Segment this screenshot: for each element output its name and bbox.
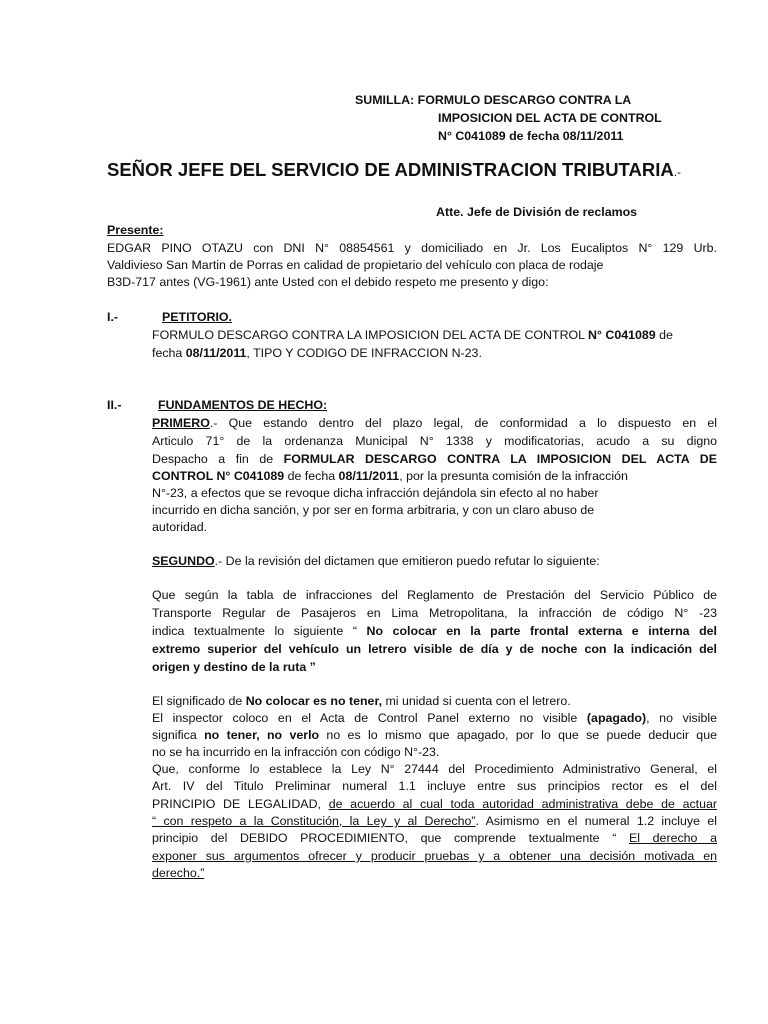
primero-line-6: incurrido en dicha sanción, y por ser en forma arbitraria, y con un claro abuso de bbox=[152, 503, 595, 517]
petitorio-text-d: fecha bbox=[152, 346, 186, 360]
significado-line bbox=[152, 693, 571, 711]
sumilla-line-2: IMPOSICION DEL ACTA DE CONTROL bbox=[438, 111, 662, 125]
significado-text-a: El significado de bbox=[152, 694, 246, 708]
primero-text-4d: , por la presunta comisión de la infracción bbox=[399, 469, 628, 483]
ley-text-4b: . Asimismo en el numeral 1.2 incluye el bbox=[475, 814, 717, 828]
inspector-text-2a: significa bbox=[152, 728, 205, 742]
primero-text-1: .- Que estando dentro del plazo legal, de conformidad a lo dispuesto en el bbox=[209, 416, 717, 430]
segundo-line bbox=[152, 553, 600, 571]
title-text: SEÑOR JEFE DEL SERVICIO DE ADMINISTRACION TRIBUTARIA bbox=[107, 159, 674, 180]
title-suffix: .- bbox=[673, 165, 682, 179]
significado-text-d: mi unidad si cuenta con el letrero. bbox=[382, 694, 571, 708]
inspector-line-3: no se ha incurrido en la infracción con código N°-23. bbox=[152, 745, 440, 759]
presente-line-2: Valdivieso San Martin de Porras en calidad de propietario del vehículo con placa de rodaje bbox=[107, 258, 604, 272]
tabla-line-1: Que según la tabla de infracciones del Reglamento de Prestación del Servicio Público de bbox=[152, 588, 717, 602]
petitorio-text-c: de bbox=[655, 328, 673, 342]
ley-line-3 bbox=[152, 796, 717, 814]
ley-text-3a: PRINCIPIO DE LEGALIDAD, bbox=[152, 797, 329, 811]
segundo-label: SEGUNDO bbox=[152, 554, 215, 568]
primero-text-4a: CONTROL N° C041089 bbox=[152, 469, 285, 483]
ley-text-3b: de acuerdo al cual toda autoridad administrativa debe de actuar bbox=[328, 797, 718, 811]
tabla-text-3a: indica textualmente lo siguiente “ bbox=[152, 624, 367, 638]
petitorio-line-1 bbox=[152, 327, 673, 345]
inspector-line-2 bbox=[152, 727, 717, 745]
inspector-text-1c: , no visible bbox=[646, 711, 717, 725]
primero-line-4 bbox=[152, 468, 628, 486]
significado-text-b: No colocar es no tener bbox=[245, 694, 379, 708]
inspector-text-2b: no tener, no verlo bbox=[204, 728, 320, 742]
ley-line-4 bbox=[152, 813, 717, 831]
ley-line-6: exponer sus argumentos ofrecer y producir pruebas y a obtener una decisión motivada en bbox=[152, 849, 717, 863]
presente-line-1: EDGAR PINO OTAZU con DNI N° 08854561 y domiciliado en Jr. Los Eucaliptos N° 129 Urb. bbox=[107, 241, 717, 255]
presente-label: Presente: bbox=[107, 223, 164, 237]
document-title bbox=[107, 161, 681, 182]
ley-text-5b: El derecho a bbox=[629, 831, 717, 845]
petitorio-date: 08/11/2011 bbox=[185, 346, 247, 360]
inspector-text-1a: El inspector coloco en el Acta de Control Panel externo no visible bbox=[152, 711, 587, 725]
primero-line-7: autoridad. bbox=[152, 520, 208, 534]
tabla-line-5: origen y destino de la ruta ” bbox=[152, 660, 316, 674]
ley-line-5 bbox=[152, 830, 717, 848]
tabla-line-4: extremo superior del vehículo un letrero visible de día y de noche con la indicación del bbox=[152, 642, 717, 656]
atte-line: Atte. Jefe de División de reclamos bbox=[436, 205, 638, 219]
tabla-quote-1: No colocar en la parte frontal externa e interna del bbox=[366, 624, 717, 638]
segundo-text: .- De la revisión del dictamen que emitieron puedo refutar lo siguiente: bbox=[214, 554, 600, 568]
primero-label: PRIMERO bbox=[152, 416, 210, 430]
primero-text-4c: 08/11/2011 bbox=[338, 469, 400, 483]
primero-line-1 bbox=[152, 415, 717, 433]
primero-text-3b: FORMULAR DESCARGO CONTRA LA IMPOSICION DEL ACTA DE bbox=[283, 452, 718, 466]
inspector-text-2c: no es lo mismo que apagado, por lo que se puede deducir que bbox=[319, 728, 717, 742]
ley-line-1: Que, conforme lo establece la Ley N° 27444 del Procedimiento Administrativo General, el bbox=[152, 762, 717, 776]
primero-text-3a: Despacho a fin de bbox=[152, 452, 284, 466]
sumilla-line-1: SUMILLA: FORMULO DESCARGO CONTRA LA bbox=[355, 93, 632, 107]
primero-text-4b: de fecha bbox=[284, 469, 339, 483]
ley-text-4a: “ con respeto a la Constitución, la Ley y al Derecho” bbox=[152, 814, 476, 828]
tabla-line-2: Transporte Regular de Pasajeros en Lima Metropolitana, la infracción de código N° -23 bbox=[152, 606, 717, 620]
petitorio-line-2 bbox=[152, 345, 482, 363]
section-1-number: I.- bbox=[107, 310, 119, 324]
primero-line-5: N°-23, a efectos que se revoque dicha infracción dejándola sin efecto al no haber bbox=[152, 486, 599, 500]
sumilla-line-3: N° C041089 de fecha 08/11/2011 bbox=[438, 129, 624, 143]
inspector-line-1 bbox=[152, 710, 717, 728]
significado-text-c: , bbox=[378, 694, 383, 708]
petitorio-text-e: , TIPO Y CODIGO DE INFRACCION N-23. bbox=[246, 346, 482, 360]
section-2-heading: FUNDAMENTOS DE HECHO: bbox=[158, 398, 328, 412]
ley-line-2: Art. IV del Titulo Preliminar numeral 1.1 incluye entre sus principios rector es el del bbox=[152, 779, 717, 793]
petitorio-text-a: FORMULO DESCARGO CONTRA LA IMPOSICION DEL ACTA DE CONTROL bbox=[152, 328, 589, 342]
petitorio-acta-number: N° C041089 bbox=[588, 328, 656, 342]
ley-text-5a: principio del DEBIDO PROCEDIMIENTO, que comprende textualmente “ bbox=[152, 831, 629, 845]
primero-line-2: Articulo 71° de la ordenanza Municipal N° 1338 y modificatorias, acudo a su digno bbox=[152, 434, 717, 448]
ley-line-7: derecho.” bbox=[152, 866, 205, 880]
primero-line-3 bbox=[152, 451, 717, 469]
inspector-text-1b: (apagado) bbox=[586, 711, 647, 725]
presente-line-3: B3D-717 antes (VG-1961) ante Usted con el debido respeto me presento y digo: bbox=[107, 275, 549, 289]
section-1-heading: PETITORIO. bbox=[162, 310, 232, 324]
tabla-line-3 bbox=[152, 623, 717, 641]
section-2-number: II.- bbox=[107, 398, 122, 412]
